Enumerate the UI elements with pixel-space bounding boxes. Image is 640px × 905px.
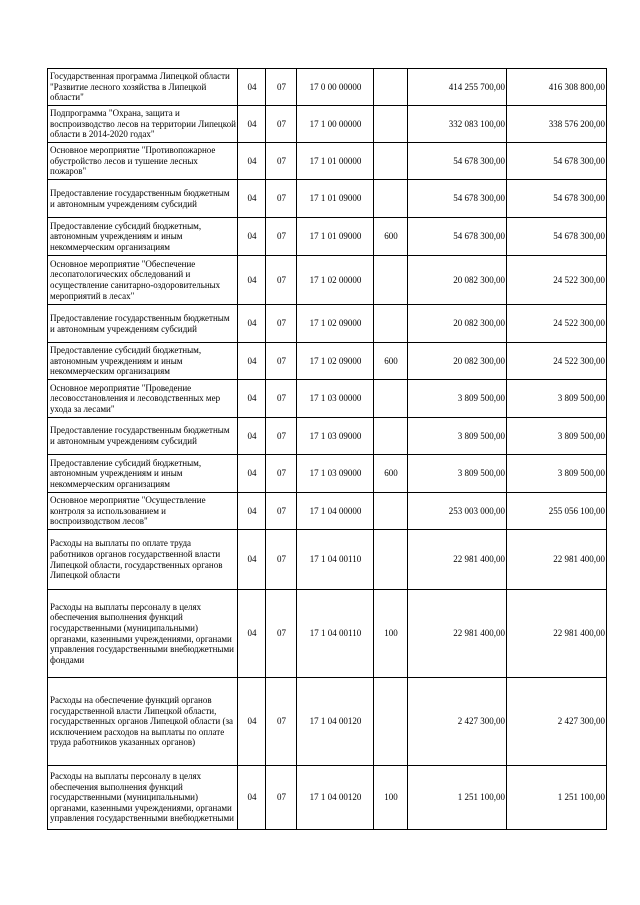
amount-year2-cell: 2 427 300,00	[507, 678, 607, 766]
expense-type-cell	[374, 106, 408, 143]
amount-year1-cell: 22 981 400,00	[408, 530, 507, 590]
subsection-code-cell: 07	[266, 305, 297, 343]
subsection-code-cell: 07	[266, 530, 297, 590]
amount-year1-cell: 414 255 700,00	[408, 69, 507, 106]
item-name-cell: Расходы на выплаты по оплате труда работников органов государственной власти Липецкой области, государственных органов Липецкой области	[48, 530, 238, 590]
subsection-code-cell: 07	[266, 106, 297, 143]
expense-type-cell	[374, 143, 408, 180]
budget-page	[47, 68, 607, 830]
amount-year2-cell: 1 251 100,00	[507, 766, 607, 830]
amount-year1-cell: 3 809 500,00	[408, 455, 507, 493]
expense-type-cell	[374, 418, 408, 455]
subsection-code-cell: 07	[266, 343, 297, 380]
expense-type-cell	[374, 305, 408, 343]
item-name-cell: Подпрограмма "Охрана, защита и воспроизводство лесов на территории Липецкой области в 2014-2020 годах"	[48, 106, 238, 143]
target-article-cell: 17 1 01 09000	[297, 180, 374, 218]
amount-year2-cell: 3 809 500,00	[507, 455, 607, 493]
expense-type-cell	[374, 380, 408, 418]
amount-year1-cell: 253 003 000,00	[408, 493, 507, 530]
table-row	[48, 180, 607, 218]
item-name-cell: Расходы на обеспечение функций органов государственной власти Липецкой области, государственных органов Липецкой области (за исключением расходов на выплаты по оплате труда работников указанных органов)	[48, 678, 238, 766]
table-row	[48, 493, 607, 530]
target-article-cell: 17 1 01 09000	[297, 218, 374, 256]
table-row	[48, 530, 607, 590]
item-name-cell: Государственная программа Липецкой области "Развитие лесного хозяйства в Липецкой области"	[48, 69, 238, 106]
section-code-cell: 04	[238, 678, 266, 766]
amount-year2-cell: 3 809 500,00	[507, 418, 607, 455]
table-row	[48, 418, 607, 455]
table-row	[48, 106, 607, 143]
table-row	[48, 256, 607, 305]
amount-year1-cell: 20 082 300,00	[408, 256, 507, 305]
amount-year2-cell: 24 522 300,00	[507, 343, 607, 380]
expense-type-cell	[374, 530, 408, 590]
expense-type-cell	[374, 69, 408, 106]
target-article-cell: 17 1 02 00000	[297, 256, 374, 305]
item-name-cell: Расходы на выплаты персоналу в целях обеспечения выполнения функций государственными (муниципальными) органами, казенными учреждениями, органами управления государственными внебюджетными фондами	[48, 590, 238, 678]
expense-type-cell	[374, 180, 408, 218]
target-article-cell: 17 1 04 00120	[297, 678, 374, 766]
target-article-cell: 17 1 03 09000	[297, 455, 374, 493]
amount-year2-cell: 24 522 300,00	[507, 256, 607, 305]
section-code-cell: 04	[238, 69, 266, 106]
target-article-cell: 17 1 02 09000	[297, 343, 374, 380]
section-code-cell: 04	[238, 418, 266, 455]
section-code-cell: 04	[238, 590, 266, 678]
target-article-cell: 17 1 04 00120	[297, 766, 374, 830]
amount-year1-cell: 2 427 300,00	[408, 678, 507, 766]
table-row	[48, 69, 607, 106]
amount-year1-cell: 332 083 100,00	[408, 106, 507, 143]
expense-type-cell	[374, 678, 408, 766]
table-row	[48, 590, 607, 678]
subsection-code-cell: 07	[266, 218, 297, 256]
subsection-code-cell: 07	[266, 180, 297, 218]
target-article-cell: 17 1 04 00000	[297, 493, 374, 530]
target-article-cell: 17 1 01 00000	[297, 143, 374, 180]
section-code-cell: 04	[238, 343, 266, 380]
table-row	[48, 143, 607, 180]
section-code-cell: 04	[238, 218, 266, 256]
target-article-cell: 17 1 03 09000	[297, 418, 374, 455]
amount-year2-cell: 22 981 400,00	[507, 530, 607, 590]
expense-type-cell: 100	[374, 590, 408, 678]
item-name-cell: Предоставление государственным бюджетным и автономным учреждениям субсидий	[48, 418, 238, 455]
item-name-cell: Предоставление субсидий бюджетным, автономным учреждениям и иным некоммерческим организациям	[48, 218, 238, 256]
item-name-cell: Основное мероприятие "Осуществление контроля за использованием и воспроизводством лесов"	[48, 493, 238, 530]
expense-type-cell: 100	[374, 766, 408, 830]
table-row	[48, 678, 607, 766]
item-name-cell: Основное мероприятие "Противопожарное обустройство лесов и тушение лесных пожаров"	[48, 143, 238, 180]
amount-year2-cell: 338 576 200,00	[507, 106, 607, 143]
amount-year1-cell: 54 678 300,00	[408, 180, 507, 218]
subsection-code-cell: 07	[266, 69, 297, 106]
expense-type-cell: 600	[374, 218, 408, 256]
section-code-cell: 04	[238, 305, 266, 343]
section-code-cell: 04	[238, 180, 266, 218]
table-row	[48, 305, 607, 343]
amount-year2-cell: 24 522 300,00	[507, 305, 607, 343]
subsection-code-cell: 07	[266, 590, 297, 678]
section-code-cell: 04	[238, 455, 266, 493]
table-row	[48, 455, 607, 493]
amount-year1-cell: 54 678 300,00	[408, 218, 507, 256]
section-code-cell: 04	[238, 493, 266, 530]
table-row	[48, 343, 607, 380]
section-code-cell: 04	[238, 766, 266, 830]
amount-year2-cell: 255 056 100,00	[507, 493, 607, 530]
item-name-cell: Предоставление субсидий бюджетным, автономным учреждениям и иным некоммерческим организациям	[48, 343, 238, 380]
amount-year2-cell: 416 308 800,00	[507, 69, 607, 106]
subsection-code-cell: 07	[266, 766, 297, 830]
target-article-cell: 17 1 03 00000	[297, 380, 374, 418]
amount-year2-cell: 3 809 500,00	[507, 380, 607, 418]
amount-year1-cell: 3 809 500,00	[408, 418, 507, 455]
table-row	[48, 380, 607, 418]
budget-table	[47, 68, 607, 830]
section-code-cell: 04	[238, 143, 266, 180]
subsection-code-cell: 07	[266, 380, 297, 418]
expense-type-cell: 600	[374, 455, 408, 493]
budget-table-body	[48, 69, 607, 830]
expense-type-cell: 600	[374, 343, 408, 380]
subsection-code-cell: 07	[266, 143, 297, 180]
amount-year2-cell: 54 678 300,00	[507, 180, 607, 218]
amount-year1-cell: 20 082 300,00	[408, 343, 507, 380]
table-row	[48, 218, 607, 256]
subsection-code-cell: 07	[266, 256, 297, 305]
subsection-code-cell: 07	[266, 493, 297, 530]
section-code-cell: 04	[238, 530, 266, 590]
amount-year2-cell: 22 981 400,00	[507, 590, 607, 678]
target-article-cell: 17 1 02 09000	[297, 305, 374, 343]
item-name-cell: Расходы на выплаты персоналу в целях обеспечения выполнения функций государственными (муниципальными) органами, казенными учреждениями, органами управления государственными внебюджетными	[48, 766, 238, 830]
target-article-cell: 17 1 04 00110	[297, 590, 374, 678]
amount-year1-cell: 22 981 400,00	[408, 590, 507, 678]
amount-year1-cell: 1 251 100,00	[408, 766, 507, 830]
item-name-cell: Предоставление субсидий бюджетным, автономным учреждениям и иным некоммерческим организациям	[48, 455, 238, 493]
amount-year1-cell: 20 082 300,00	[408, 305, 507, 343]
amount-year1-cell: 3 809 500,00	[408, 380, 507, 418]
target-article-cell: 17 1 04 00110	[297, 530, 374, 590]
item-name-cell: Основное мероприятие "Проведение лесовосстановления и лесоводственных мер ухода за лесами"	[48, 380, 238, 418]
item-name-cell: Предоставление государственным бюджетным и автономным учреждениям субсидий	[48, 180, 238, 218]
subsection-code-cell: 07	[266, 418, 297, 455]
expense-type-cell	[374, 256, 408, 305]
amount-year1-cell: 54 678 300,00	[408, 143, 507, 180]
item-name-cell: Предоставление государственным бюджетным и автономным учреждениям субсидий	[48, 305, 238, 343]
section-code-cell: 04	[238, 106, 266, 143]
amount-year2-cell: 54 678 300,00	[507, 143, 607, 180]
section-code-cell: 04	[238, 380, 266, 418]
amount-year2-cell: 54 678 300,00	[507, 218, 607, 256]
section-code-cell: 04	[238, 256, 266, 305]
item-name-cell: Основное мероприятие "Обеспечение лесопатологических обследований и осуществление санитарно-оздоровительных мероприятий в лесах"	[48, 256, 238, 305]
subsection-code-cell: 07	[266, 455, 297, 493]
subsection-code-cell: 07	[266, 678, 297, 766]
expense-type-cell	[374, 493, 408, 530]
table-row	[48, 766, 607, 830]
target-article-cell: 17 0 00 00000	[297, 69, 374, 106]
target-article-cell: 17 1 00 00000	[297, 106, 374, 143]
